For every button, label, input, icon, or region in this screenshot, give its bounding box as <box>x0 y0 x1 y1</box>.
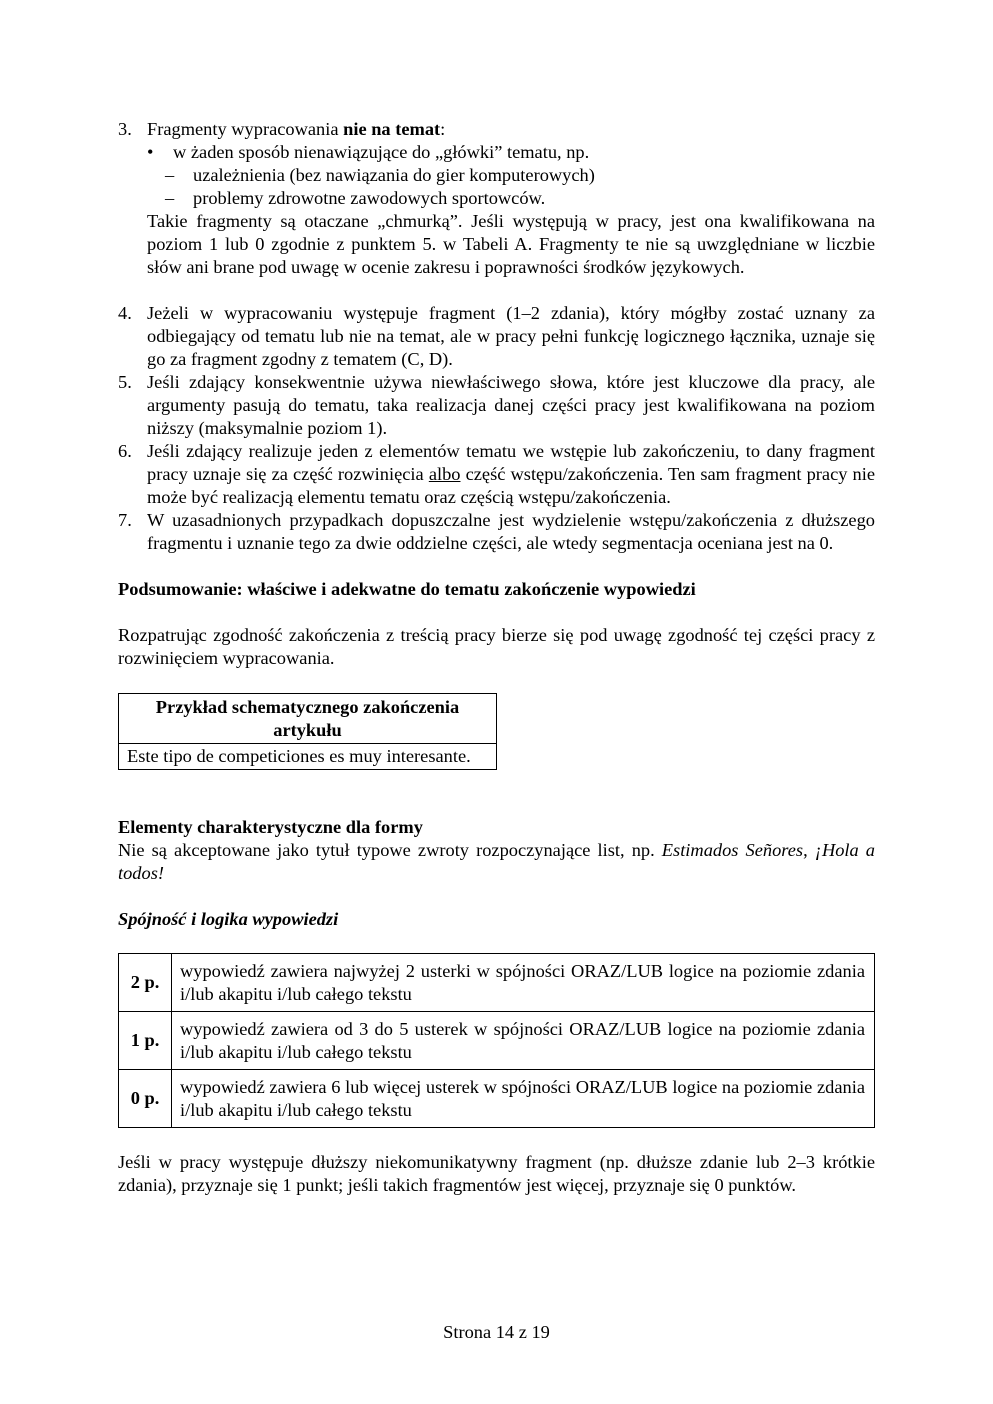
bullet-icon: • <box>147 142 154 162</box>
dash-item <box>118 187 875 210</box>
item-number: 7. <box>118 510 132 530</box>
item-text: Jeśli zdający konsekwentnie używa niewłaściwego słowa, które jest kluczowe dla pracy, ale argumenty pasują do tematu, taka realizacja danej części pracy jest kwalifikowana na poziom niższy (maksymalnie poziom 1). <box>147 372 875 438</box>
dash-text: uzależnienia (bez nawiązania do gier komputerowych) <box>193 165 595 185</box>
table-row <box>119 954 875 1012</box>
form-heading: Elementy charakterystyczne dla formy <box>118 817 423 837</box>
points-cell: 1 p. <box>119 1012 172 1070</box>
form-text: Nie są akceptowane jako tytuł typowe zwroty rozpoczynające list, np. Estimados Señores, ¡Hola a todos! <box>118 840 876 883</box>
list-item-3 <box>118 118 875 141</box>
item-text: Jeżeli w wypracowaniu występuje fragment (1–2 zdania), który mógłby zostać uznany za odbiegający od tematu lub nie na temat, ale w pracy pełni funkcję logicznego łącznika, uznaje się go za fragment zgodny z tematem (C, D). <box>147 303 875 369</box>
example-table-body: Este tipo de competiciones es muy interesante. <box>119 744 497 770</box>
dash-icon: – <box>165 188 175 208</box>
bold-phrase: nie na temat <box>343 119 441 139</box>
dash-icon: – <box>165 165 175 185</box>
list-item-4 <box>118 302 875 371</box>
example-table-header: Przykład schematycznego zakończenia artykułu <box>119 694 497 744</box>
list-item-7 <box>118 509 875 555</box>
item-number: 4. <box>118 303 132 323</box>
list-item-5 <box>118 371 875 440</box>
points-cell: 0 p. <box>119 1070 172 1128</box>
item-text: Jeśli zdający realizuje jeden z elementów tematu we wstępie lub zakończeniu, to dany fragment pracy uznaje się za część rozwinięcia albo część wstępu/zakończenia. Ten sam fragment pracy nie może być realizacją elementu tematu oraz częścią wstępu/zakończenia. <box>147 441 875 507</box>
underlined-word: albo <box>428 464 461 484</box>
dash-text: problemy zdrowotne zawodowych sportowców. <box>193 188 546 208</box>
list-item-6 <box>118 440 875 509</box>
item-number: 3. <box>118 119 132 139</box>
description-cell: wypowiedź zawiera najwyżej 2 usterki w spójności ORAZ/LUB logice na poziomie zdania i/lub akapitu i/lub całego tekstu <box>172 954 875 1012</box>
example-table <box>118 693 497 770</box>
table-row <box>119 1070 875 1128</box>
page-footer: Strona 14 z 19 <box>443 1322 550 1342</box>
description-cell: wypowiedź zawiera 6 lub więcej usterek w spójności ORAZ/LUB logice na poziomie zdania i/lub akapitu i/lub całego tekstu <box>172 1070 875 1128</box>
table-row <box>119 1012 875 1070</box>
summary-heading: Podsumowanie: właściwe i adekwatne do tematu zakończenie wypowiedzi <box>118 579 696 599</box>
bullet-item <box>118 141 875 164</box>
coherence-note: Jeśli w pracy występuje dłuższy niekomunikatywny fragment (np. dłuższe zdanie lub 2–3 krótkie zdania), przyznaje się 1 punkt; jeśli takich fragmentów jest więcej, przyznaje się 0 punktów. <box>118 1152 875 1195</box>
item-text: W uzasadnionych przypadkach dopuszczalne jest wydzielenie wstępu/zakończenia z dłuższego fragmentu i uznanie tego za dwie oddzielne części, ale wtedy segmentacja oceniana jest na 0. <box>147 510 875 553</box>
item-number: 5. <box>118 372 132 392</box>
document-page <box>118 118 875 1197</box>
scoring-table <box>118 953 875 1128</box>
bullet-text: w żaden sposób nienawiązujące do „główki” tematu, np. <box>173 142 590 162</box>
item-number: 6. <box>118 441 132 461</box>
description-cell: wypowiedź zawiera od 3 do 5 usterek w spójności ORAZ/LUB logice na poziomie zdania i/lub akapitu i/lub całego tekstu <box>172 1012 875 1070</box>
summary-text: Rozpatrując zgodność zakończenia z treścią pracy bierze się pod uwagę zgodność tej części pracy z rozwinięciem wypracowania. <box>118 625 875 668</box>
points-cell: 2 p. <box>119 954 172 1012</box>
item-intro: Fragmenty wypracowania nie na temat: <box>147 119 446 139</box>
dash-item <box>118 164 875 187</box>
coherence-heading: Spójność i logika wypowiedzi <box>118 909 339 929</box>
item3-note: Takie fragmenty są otaczane „chmurką”. Jeśli występują w pracy, jest ona kwalifikowana na poziom 1 lub 0 zgodnie z punktem 5. w Tabeli A. Fragmenty te nie są uwzględniane w liczbie słów ani brane pod uwagę w ocenie zakresu i poprawności środków językowych. <box>147 211 875 277</box>
